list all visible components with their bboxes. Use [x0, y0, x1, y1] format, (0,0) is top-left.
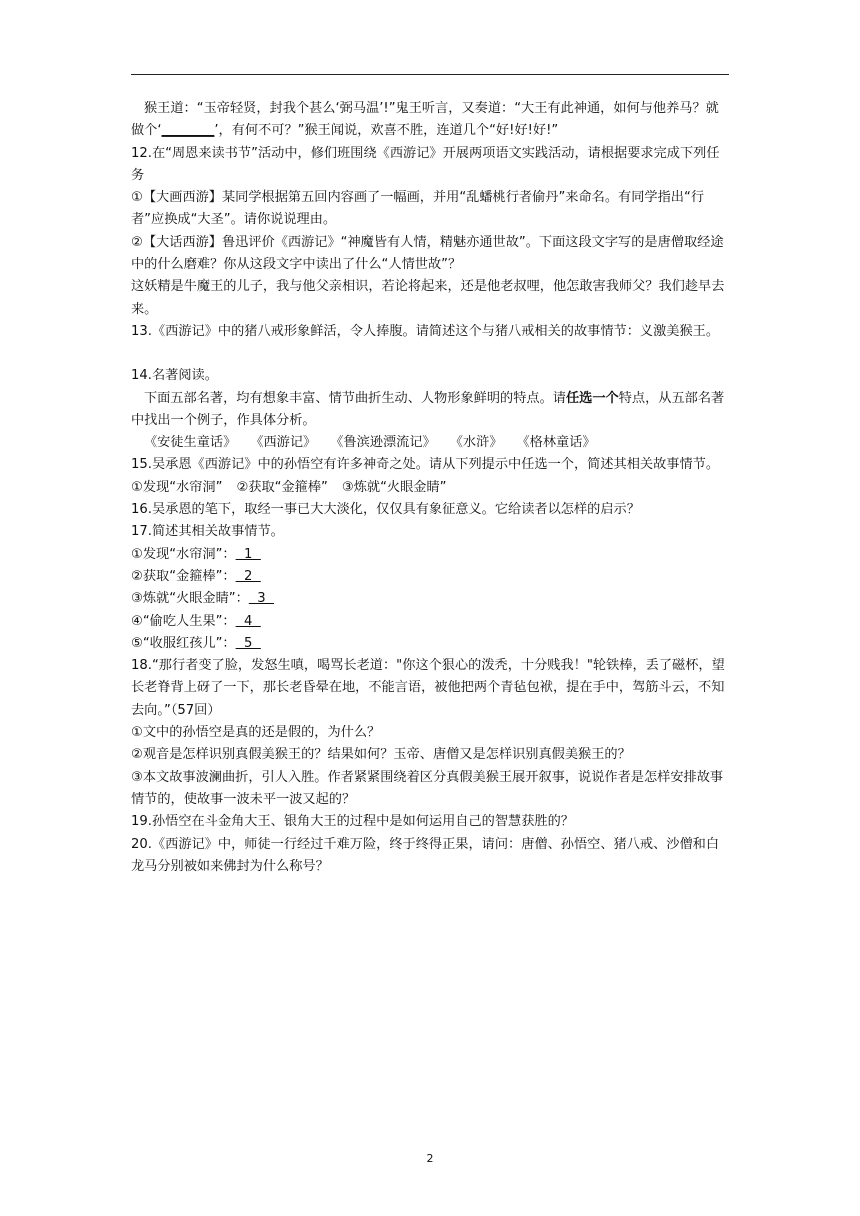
- item-label: ②获取“金箍棒”：: [131, 568, 236, 584]
- item-label: ①发现“水帘洞”：: [131, 546, 236, 562]
- question-14-text-a: 下面五部名著，均有想象丰富、情节曲折生动、人物形象鲜明的特点。请: [144, 390, 566, 406]
- answer-blank: 5: [235, 635, 261, 651]
- question-17-item: [131, 566, 731, 588]
- item-label: ③炼就“火眼金睛”：: [131, 591, 249, 607]
- question-16: 16.吴承恩的笔下，取经一事已大大淡化，仅仅具有象征意义。它给读者以怎样的启示？: [131, 502, 640, 518]
- passage-text-a: 猴王道：“玉帝轻贤，封我个甚么‘弼马温’!”鬼王听言，又奏道：“大王有此神通，如何与他养马？就做个‘: [131, 101, 719, 139]
- book-title: 《水浒》: [449, 435, 503, 451]
- book-list: [131, 432, 731, 454]
- answer-blank: 1: [235, 546, 261, 562]
- book-title: 《格林童话》: [516, 435, 596, 451]
- question-18-sub: ③本文故事波澜曲折，引人入胜。作者紧紧围绕着区分真假美猴王展开叙事，说说作者是怎样安排故事情节的，使故事一波未平一波又起的？: [131, 769, 724, 807]
- question-15: 15.吴承恩《西游记》中的孙悟空有许多神奇之处。请从下列提示中任选一个，简述其相关故事情节。: [131, 457, 720, 473]
- answer-blank: 3: [248, 591, 274, 607]
- question-18-sub: ①文中的孙悟空是真的还是假的，为什么？: [131, 725, 381, 741]
- question-17-item: [131, 633, 731, 655]
- question-15-options: [131, 477, 731, 499]
- question-12-task-1: ①【大画西游】某同学根据第五回内容画了一幅画，并用“乱蟠桃行者偷丹”来命名。有同学指出“行者”应换成“大圣”。请你说说理由。: [131, 190, 705, 228]
- document-body: [131, 98, 731, 878]
- passage-text-b: ’，有何不可？”猴王闻说，欢喜不胜，连道几个“好!好!好!”: [214, 123, 559, 139]
- question-17: 17.简述其相关故事情节。: [131, 524, 284, 540]
- header-rule: [131, 74, 729, 75]
- item-label: ⑤“收服红孩儿”：: [131, 635, 236, 651]
- question-18-sub: ②观音是怎样识别真假美猴王的？结果如何？玉帝、唐僧又是怎样识别真假美猴王的？: [131, 747, 631, 763]
- item-label: ④“偷吃人生果”：: [131, 613, 236, 629]
- answer-blank: 4: [235, 613, 261, 629]
- question-17-item: [131, 588, 731, 610]
- question-14-body: [131, 388, 731, 433]
- answer-blank: 2: [235, 568, 261, 584]
- question-12-quote: 这妖精是牛魔王的儿子，我与他父亲相识，若论将起来，还是他老叔哩，他怎敢害我师父？我们趁早去来。: [131, 279, 725, 317]
- option: ②获取“金箍棒”: [236, 479, 328, 495]
- question-17-item: [131, 544, 731, 566]
- book-title: 《鲁滨逊漂流记》: [330, 435, 436, 451]
- question-12-task-2: ②【大话西游】鲁迅评价《西游记》“神魔皆有人情，精魅亦通世故”。下面这段文字写的是唐僧取经途中的什么磨难？你从这段文字中读出了什么“人情世故”？: [131, 234, 724, 273]
- book-title: 《西游记》: [250, 435, 317, 451]
- question-20: 20.《西游记》中，师徒一行经过千难万险，终于终得正果，请问：唐僧、孙悟空、猪八戒、沙僧和白龙马分别被如来佛封为什么称号？: [131, 836, 720, 874]
- spacer: [131, 343, 731, 365]
- question-14-text-b: 特点，从五部名著中找出一个例子，作具体分析。: [131, 390, 725, 428]
- option: ③炼就“火眼金睛”: [341, 479, 447, 495]
- page-number: 2: [426, 1152, 434, 1165]
- option: ①发现“水帘洞”: [131, 479, 223, 495]
- question-12: 12.在“周恩来读书节”活动中，修们班围绕《西游记》开展两项语文实践活动，请根据要求完成下列任务: [131, 145, 720, 183]
- question-18: 18.“那行者变了脸，发怒生嗔，喝骂长老道："你这个狠心的泼秃，十分贱我！"轮铁棒，丢了磁杯，望长老脊背上砑了一下，那长老昏晕在地，不能言语，被他把两个青毡包袱，提在手中，驾筋斗云，不知去向。”（57回）: [131, 658, 725, 718]
- question-14: 14.名著阅读。: [131, 368, 218, 384]
- book-title: 《安徒生童话》: [144, 435, 237, 451]
- fill-blank: ________: [161, 123, 215, 139]
- passage-paragraph: [131, 98, 731, 143]
- question-19: 19.孙悟空在斗金角大王、银角大王的过程中是如何运用自己的智慧获胜的？: [131, 814, 574, 830]
- question-13: 13.《西游记》中的猪八戒形象鲜活，令人捧腹。请简述这个与猪八戒相关的故事情节：义激美猴王。: [131, 323, 720, 339]
- question-17-item: [131, 611, 731, 633]
- question-14-emphasis: 任选一个: [566, 390, 619, 406]
